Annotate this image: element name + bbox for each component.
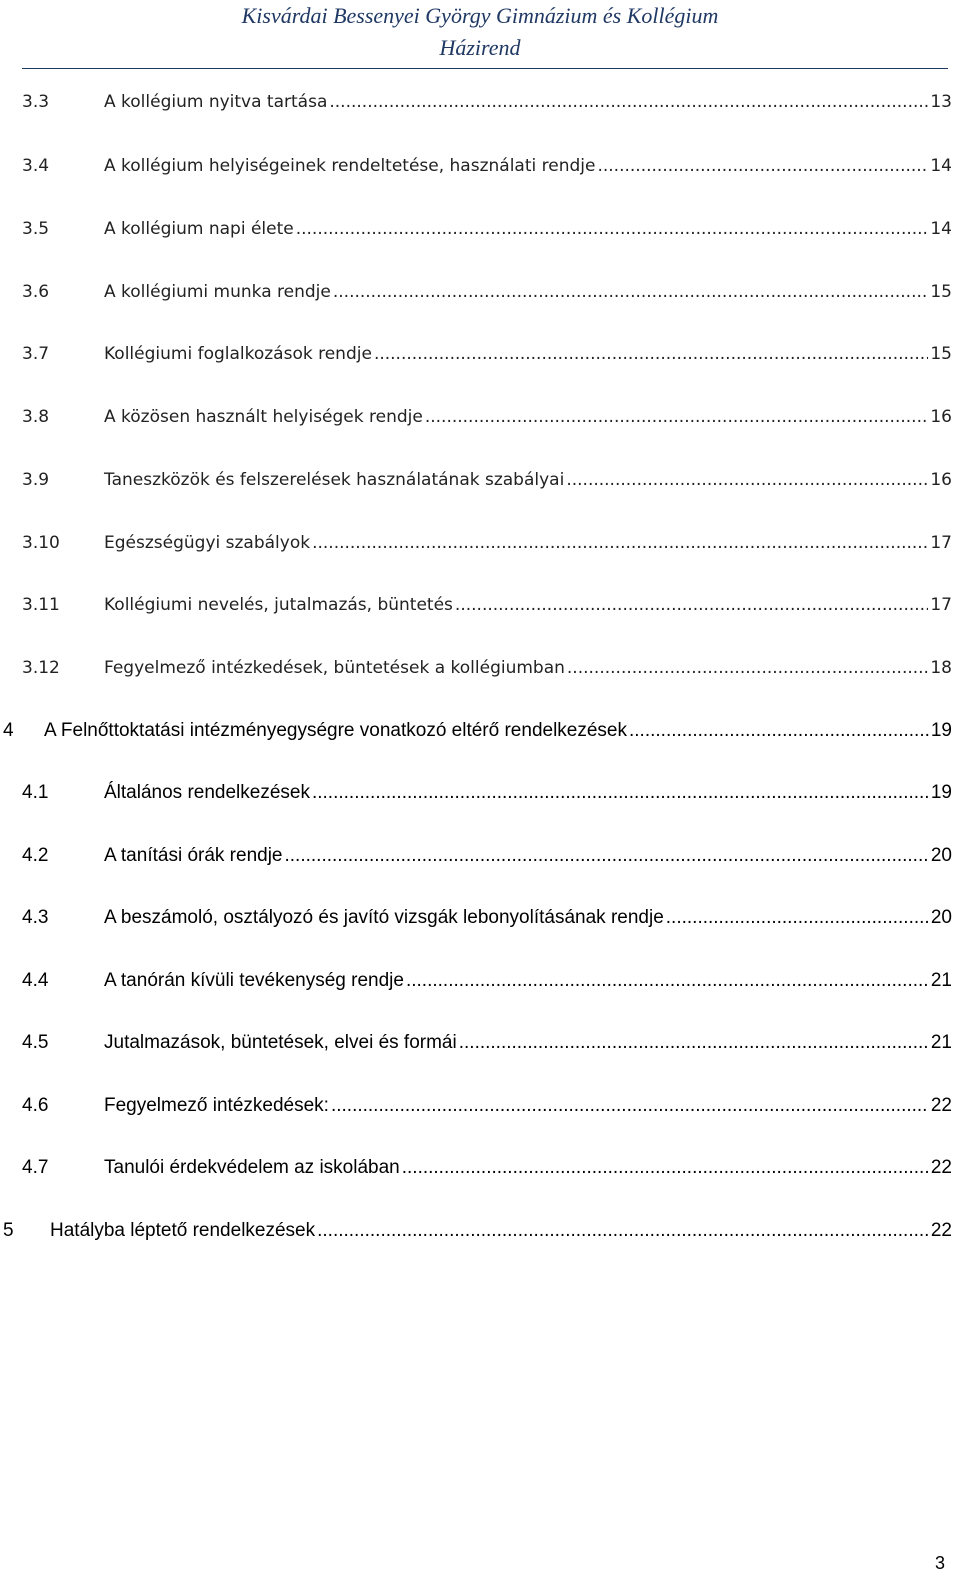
- toc-dot-leader: [566, 460, 928, 500]
- toc-dot-leader: [374, 334, 928, 374]
- toc-entry-number: 4.7: [22, 1157, 49, 1178]
- toc-entry-title: Jutalmazások, büntetések, elvei és formái: [104, 1032, 457, 1053]
- toc-entry[interactable]: [0, 146, 960, 186]
- toc-entry-title: A kollégium nyitva tartása: [104, 92, 328, 112]
- toc-entry-number: 5: [3, 1220, 14, 1241]
- toc-dot-leader: [425, 397, 929, 437]
- toc-entry-number: 3.9: [22, 470, 50, 490]
- toc-entry-number: 3.8: [22, 407, 50, 427]
- toc-dot-leader: [597, 146, 928, 186]
- toc-entry-page: 14: [930, 219, 952, 239]
- toc-entry-page: 16: [930, 470, 952, 490]
- toc-entry-title: A beszámoló, osztályozó és javító vizsgák lebonyolításának rendje: [104, 907, 664, 928]
- toc-entry-page: 13: [930, 92, 952, 112]
- toc-entry-number: 3.10: [22, 533, 60, 553]
- toc-entry-number: 4.2: [22, 845, 49, 866]
- toc-entry-number: 4.5: [22, 1032, 49, 1053]
- toc-entry[interactable]: [0, 334, 960, 374]
- toc-entry-page: 17: [930, 533, 952, 553]
- toc-entry[interactable]: [0, 209, 960, 249]
- toc-entry-page: 16: [930, 407, 952, 427]
- toc-entry[interactable]: [0, 898, 960, 938]
- toc-entry-title: Taneszközök és felszerelések használatának szabályai: [104, 470, 565, 490]
- toc-entry-number: 4.1: [22, 782, 49, 803]
- toc-dot-leader: [567, 648, 928, 688]
- toc-entry-number: 4.6: [22, 1095, 49, 1116]
- toc-entry-page: 22: [930, 1157, 952, 1178]
- toc-entry-title: Tanulói érdekvédelem az iskolában: [104, 1157, 400, 1178]
- toc-entry-title: A kollégium napi élete: [104, 219, 294, 239]
- toc-entry-page: 21: [930, 1032, 952, 1053]
- toc-entry[interactable]: [0, 1086, 960, 1126]
- toc-dot-leader: [329, 82, 928, 122]
- toc-entry[interactable]: [0, 272, 960, 312]
- toc-entry-page: 14: [930, 156, 952, 176]
- toc-entry-title: Fegyelmező intézkedések, büntetések a kollégiumban: [104, 658, 565, 678]
- toc-entry-number: 4: [3, 720, 14, 741]
- header-document-title: Házirend: [439, 35, 521, 60]
- toc-entry-title: A tanórán kívüli tevékenység rendje: [104, 970, 404, 991]
- toc-entry-title: A Felnőttoktatási intézményegységre vonatkozó eltérő rendelkezések: [44, 720, 627, 741]
- toc-entry-number: 3.6: [22, 282, 50, 302]
- toc-entry-page: 17: [930, 595, 952, 615]
- toc-entry[interactable]: [0, 523, 960, 563]
- toc-entry-title: Kollégiumi nevelés, jutalmazás, büntetés: [104, 595, 453, 615]
- toc-dot-leader: [296, 209, 929, 249]
- toc-entry-page: 19: [930, 720, 952, 741]
- toc-entry[interactable]: [0, 1211, 960, 1251]
- toc-entry-title: Hatályba léptető rendelkezések: [50, 1220, 316, 1241]
- toc-dot-leader: [455, 585, 928, 625]
- toc-entry[interactable]: [0, 961, 960, 1001]
- toc-entry-page: 20: [930, 845, 952, 866]
- toc-entry-title: Általános rendelkezések: [104, 782, 310, 803]
- toc-entry-number: 3.3: [22, 92, 50, 112]
- header-school-name: Kisvárdai Bessenyei György Gimnázium és Kollégium: [241, 3, 719, 28]
- toc-entry[interactable]: [0, 585, 960, 625]
- toc-dot-leader: [312, 523, 928, 563]
- toc-entry-title: Kollégiumi foglalkozások rendje: [104, 344, 372, 364]
- toc-entry-page: 22: [930, 1095, 952, 1116]
- toc-entry[interactable]: [0, 836, 960, 876]
- toc-entry-page: 18: [930, 658, 952, 678]
- toc-entry-page: 15: [930, 344, 952, 364]
- toc-entry-number: 3.11: [22, 595, 60, 615]
- toc-entry-title: A kollégiumi munka rendje: [104, 282, 331, 302]
- toc-dot-leader: [285, 836, 929, 876]
- toc-entry-page: 21: [930, 970, 952, 991]
- toc-entry-page: 15: [930, 282, 952, 302]
- toc-entry-number: 3.7: [22, 344, 50, 364]
- toc-entry[interactable]: [0, 711, 960, 751]
- page-number: 3: [934, 1553, 945, 1573]
- toc-entry[interactable]: [0, 82, 960, 122]
- toc-entry-page: 19: [930, 782, 952, 803]
- toc-entry-number: 3.4: [22, 156, 50, 176]
- toc-entry-page: 20: [930, 907, 952, 928]
- toc-dot-leader: [459, 1023, 929, 1063]
- toc-entry[interactable]: [0, 1148, 960, 1188]
- toc-entry[interactable]: [0, 397, 960, 437]
- toc-entry-title: A közösen használt helyiségek rendje: [104, 407, 423, 427]
- toc-dot-leader: [629, 711, 929, 751]
- toc-dot-leader: [317, 1211, 929, 1251]
- toc-entry-title: Egészségügyi szabályok: [104, 533, 311, 553]
- toc-entry[interactable]: [0, 1023, 960, 1063]
- toc-entry[interactable]: [0, 460, 960, 500]
- toc-entry[interactable]: [0, 648, 960, 688]
- toc-entry-number: 4.4: [22, 970, 49, 991]
- toc-entry-title: A kollégium helyiségeinek rendeltetése, használati rendje: [104, 156, 596, 176]
- toc-dot-leader: [312, 773, 929, 813]
- toc-dot-leader: [666, 898, 929, 938]
- toc-entry-title: Fegyelmező intézkedések:: [104, 1095, 329, 1116]
- toc-entry-number: 3.12: [22, 658, 60, 678]
- toc-entry-title: A tanítási órák rendje: [104, 845, 283, 866]
- toc-entry-number: 3.5: [22, 219, 50, 239]
- toc-entry[interactable]: [0, 773, 960, 813]
- toc-dot-leader: [402, 1148, 929, 1188]
- toc-entry-page: 22: [930, 1220, 952, 1241]
- toc-entry-number: 4.3: [22, 907, 49, 928]
- toc-dot-leader: [406, 961, 929, 1001]
- toc-dot-leader: [333, 272, 929, 312]
- toc-dot-leader: [331, 1086, 929, 1126]
